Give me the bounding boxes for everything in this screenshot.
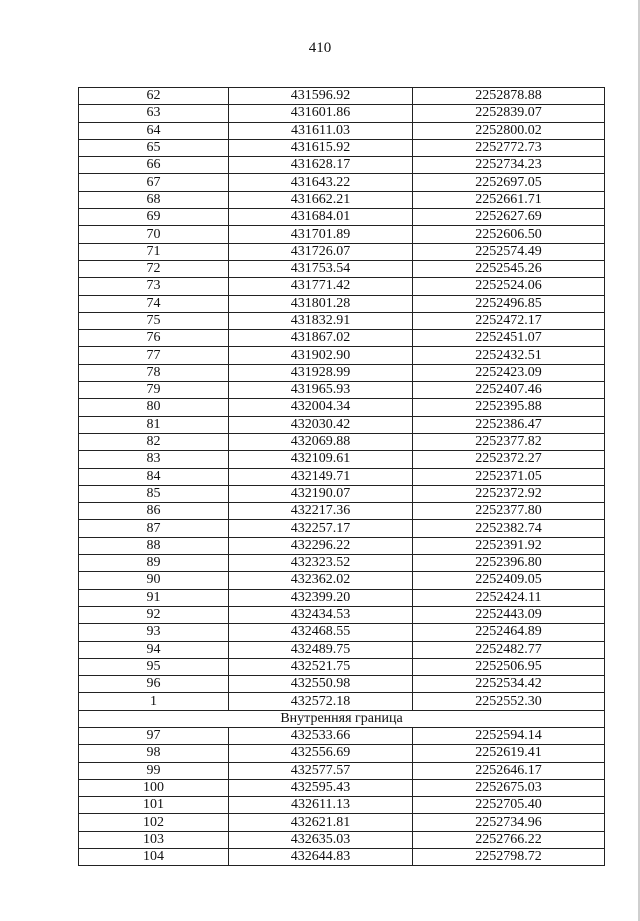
y-coordinate-cell: 2252391.92 — [413, 537, 605, 554]
point-number-cell: 93 — [79, 624, 229, 641]
x-coordinate-cell: 432533.66 — [229, 727, 413, 744]
table-row — [79, 243, 605, 260]
y-coordinate-cell: 2252627.69 — [413, 209, 605, 226]
point-number-cell: 82 — [79, 433, 229, 450]
y-coordinate-cell: 2252552.30 — [413, 693, 605, 710]
y-coordinate-cell: 2252661.71 — [413, 191, 605, 208]
point-number-cell: 62 — [79, 88, 229, 105]
y-coordinate-cell: 2252377.82 — [413, 433, 605, 450]
y-coordinate-cell: 2252606.50 — [413, 226, 605, 243]
x-coordinate-cell: 432362.02 — [229, 572, 413, 589]
point-number-cell: 96 — [79, 676, 229, 693]
x-coordinate-cell: 432572.18 — [229, 693, 413, 710]
table-row — [79, 278, 605, 295]
x-coordinate-cell: 431928.99 — [229, 364, 413, 381]
point-number-cell: 98 — [79, 745, 229, 762]
y-coordinate-cell: 2252432.51 — [413, 347, 605, 364]
x-coordinate-cell: 432399.20 — [229, 589, 413, 606]
x-coordinate-cell: 431615.92 — [229, 139, 413, 156]
table-row — [79, 105, 605, 122]
y-coordinate-cell: 2252766.22 — [413, 831, 605, 848]
y-coordinate-cell: 2252464.89 — [413, 624, 605, 641]
table-row — [79, 520, 605, 537]
table-row — [79, 468, 605, 485]
point-number-cell: 87 — [79, 520, 229, 537]
point-number-cell: 72 — [79, 260, 229, 277]
x-coordinate-cell: 432550.98 — [229, 676, 413, 693]
y-coordinate-cell: 2252424.11 — [413, 589, 605, 606]
y-coordinate-cell: 2252734.23 — [413, 157, 605, 174]
y-coordinate-cell: 2252377.80 — [413, 503, 605, 520]
x-coordinate-cell: 432323.52 — [229, 555, 413, 572]
point-number-cell: 83 — [79, 451, 229, 468]
section-header-row — [79, 710, 605, 727]
point-number-cell: 90 — [79, 572, 229, 589]
table-row — [79, 399, 605, 416]
table-row — [79, 849, 605, 866]
x-coordinate-cell: 432190.07 — [229, 485, 413, 502]
y-coordinate-cell: 2252409.05 — [413, 572, 605, 589]
x-coordinate-cell: 432257.17 — [229, 520, 413, 537]
table-row — [79, 260, 605, 277]
y-coordinate-cell: 2252697.05 — [413, 174, 605, 191]
table-row — [79, 139, 605, 156]
table-row — [79, 451, 605, 468]
point-number-cell: 88 — [79, 537, 229, 554]
x-coordinate-cell: 432468.55 — [229, 624, 413, 641]
point-number-cell: 91 — [79, 589, 229, 606]
y-coordinate-cell: 2252443.09 — [413, 606, 605, 623]
point-number-cell: 94 — [79, 641, 229, 658]
y-coordinate-cell: 2252396.80 — [413, 555, 605, 572]
y-coordinate-cell: 2252472.17 — [413, 312, 605, 329]
x-coordinate-cell: 431601.86 — [229, 105, 413, 122]
table-row — [79, 347, 605, 364]
table-row — [79, 762, 605, 779]
y-coordinate-cell: 2252371.05 — [413, 468, 605, 485]
table-row — [79, 797, 605, 814]
table-row — [79, 330, 605, 347]
x-coordinate-cell: 431662.21 — [229, 191, 413, 208]
y-coordinate-cell: 2252574.49 — [413, 243, 605, 260]
point-number-cell: 95 — [79, 658, 229, 675]
y-coordinate-cell: 2252839.07 — [413, 105, 605, 122]
y-coordinate-cell: 2252386.47 — [413, 416, 605, 433]
x-coordinate-cell: 431628.17 — [229, 157, 413, 174]
y-coordinate-cell: 2252372.92 — [413, 485, 605, 502]
y-coordinate-cell: 2252506.95 — [413, 658, 605, 675]
table-row — [79, 485, 605, 502]
point-number-cell: 103 — [79, 831, 229, 848]
table-row — [79, 88, 605, 105]
point-number-cell: 68 — [79, 191, 229, 208]
page-number: 410 — [308, 40, 332, 56]
point-number-cell: 92 — [79, 606, 229, 623]
point-number-cell: 1 — [79, 693, 229, 710]
x-coordinate-cell: 432069.88 — [229, 433, 413, 450]
table-row — [79, 641, 605, 658]
point-number-cell: 104 — [79, 849, 229, 866]
point-number-cell: 70 — [79, 226, 229, 243]
x-coordinate-cell: 431596.92 — [229, 88, 413, 105]
y-coordinate-cell: 2252407.46 — [413, 382, 605, 399]
table-row — [79, 831, 605, 848]
x-coordinate-cell: 431965.93 — [229, 382, 413, 399]
point-number-cell: 97 — [79, 727, 229, 744]
table-row — [79, 312, 605, 329]
inner-boundary-rows — [79, 727, 605, 865]
table-row — [79, 676, 605, 693]
x-coordinate-cell: 431801.28 — [229, 295, 413, 312]
y-coordinate-cell: 2252646.17 — [413, 762, 605, 779]
y-coordinate-cell: 2252534.42 — [413, 676, 605, 693]
table-row — [79, 191, 605, 208]
table-row — [79, 745, 605, 762]
table-row — [79, 295, 605, 312]
coordinates-table — [78, 87, 605, 866]
point-number-cell: 84 — [79, 468, 229, 485]
y-coordinate-cell: 2252482.77 — [413, 641, 605, 658]
y-coordinate-cell: 2252496.85 — [413, 295, 605, 312]
x-coordinate-cell: 432577.57 — [229, 762, 413, 779]
section-title: Внутренняя граница — [79, 710, 605, 727]
x-coordinate-cell: 431611.03 — [229, 122, 413, 139]
y-coordinate-cell: 2252734.96 — [413, 814, 605, 831]
table-row — [79, 382, 605, 399]
table-row — [79, 693, 605, 710]
y-coordinate-cell: 2252772.73 — [413, 139, 605, 156]
table-row — [79, 122, 605, 139]
point-number-cell: 81 — [79, 416, 229, 433]
x-coordinate-cell: 432109.61 — [229, 451, 413, 468]
y-coordinate-cell: 2252395.88 — [413, 399, 605, 416]
point-number-cell: 78 — [79, 364, 229, 381]
table-row — [79, 209, 605, 226]
table-row — [79, 416, 605, 433]
point-number-cell: 76 — [79, 330, 229, 347]
x-coordinate-cell: 432434.53 — [229, 606, 413, 623]
x-coordinate-cell: 432296.22 — [229, 537, 413, 554]
table-row — [79, 157, 605, 174]
table-row — [79, 364, 605, 381]
x-coordinate-cell: 431753.54 — [229, 260, 413, 277]
x-coordinate-cell: 432611.13 — [229, 797, 413, 814]
point-number-cell: 75 — [79, 312, 229, 329]
point-number-cell: 85 — [79, 485, 229, 502]
point-number-cell: 100 — [79, 779, 229, 796]
table-row — [79, 624, 605, 641]
y-coordinate-cell: 2252545.26 — [413, 260, 605, 277]
table-row — [79, 572, 605, 589]
outer-boundary-rows — [79, 88, 605, 711]
point-number-cell: 79 — [79, 382, 229, 399]
x-coordinate-cell: 432521.75 — [229, 658, 413, 675]
point-number-cell: 65 — [79, 139, 229, 156]
point-number-cell: 64 — [79, 122, 229, 139]
point-number-cell: 66 — [79, 157, 229, 174]
x-coordinate-cell: 432489.75 — [229, 641, 413, 658]
y-coordinate-cell: 2252372.27 — [413, 451, 605, 468]
point-number-cell: 80 — [79, 399, 229, 416]
table-row — [79, 503, 605, 520]
x-coordinate-cell: 432644.83 — [229, 849, 413, 866]
x-coordinate-cell: 432621.81 — [229, 814, 413, 831]
point-number-cell: 101 — [79, 797, 229, 814]
table-row — [79, 433, 605, 450]
table-row — [79, 555, 605, 572]
x-coordinate-cell: 432149.71 — [229, 468, 413, 485]
x-coordinate-cell: 431771.42 — [229, 278, 413, 295]
y-coordinate-cell: 2252524.06 — [413, 278, 605, 295]
x-coordinate-cell: 431701.89 — [229, 226, 413, 243]
table-row — [79, 589, 605, 606]
table-row — [79, 658, 605, 675]
y-coordinate-cell: 2252382.74 — [413, 520, 605, 537]
point-number-cell: 73 — [79, 278, 229, 295]
x-coordinate-cell: 432030.42 — [229, 416, 413, 433]
point-number-cell: 77 — [79, 347, 229, 364]
y-coordinate-cell: 2252675.03 — [413, 779, 605, 796]
table-row — [79, 727, 605, 744]
point-number-cell: 89 — [79, 555, 229, 572]
y-coordinate-cell: 2252451.07 — [413, 330, 605, 347]
point-number-cell: 74 — [79, 295, 229, 312]
point-number-cell: 71 — [79, 243, 229, 260]
point-number-cell: 102 — [79, 814, 229, 831]
y-coordinate-cell: 2252798.72 — [413, 849, 605, 866]
table-row — [79, 226, 605, 243]
x-coordinate-cell: 431902.90 — [229, 347, 413, 364]
table-row — [79, 814, 605, 831]
y-coordinate-cell: 2252705.40 — [413, 797, 605, 814]
point-number-cell: 69 — [79, 209, 229, 226]
point-number-cell: 86 — [79, 503, 229, 520]
y-coordinate-cell: 2252800.02 — [413, 122, 605, 139]
point-number-cell: 63 — [79, 105, 229, 122]
y-coordinate-cell: 2252619.41 — [413, 745, 605, 762]
table-row — [79, 174, 605, 191]
x-coordinate-cell: 432217.36 — [229, 503, 413, 520]
x-coordinate-cell: 432556.69 — [229, 745, 413, 762]
x-coordinate-cell: 432595.43 — [229, 779, 413, 796]
x-coordinate-cell: 431726.07 — [229, 243, 413, 260]
y-coordinate-cell: 2252878.88 — [413, 88, 605, 105]
y-coordinate-cell: 2252594.14 — [413, 727, 605, 744]
x-coordinate-cell: 431684.01 — [229, 209, 413, 226]
y-coordinate-cell: 2252423.09 — [413, 364, 605, 381]
x-coordinate-cell: 432635.03 — [229, 831, 413, 848]
point-number-cell: 67 — [79, 174, 229, 191]
x-coordinate-cell: 431867.02 — [229, 330, 413, 347]
x-coordinate-cell: 431643.22 — [229, 174, 413, 191]
x-coordinate-cell: 432004.34 — [229, 399, 413, 416]
table-row — [79, 537, 605, 554]
point-number-cell: 99 — [79, 762, 229, 779]
table-row — [79, 779, 605, 796]
table-row — [79, 606, 605, 623]
x-coordinate-cell: 431832.91 — [229, 312, 413, 329]
